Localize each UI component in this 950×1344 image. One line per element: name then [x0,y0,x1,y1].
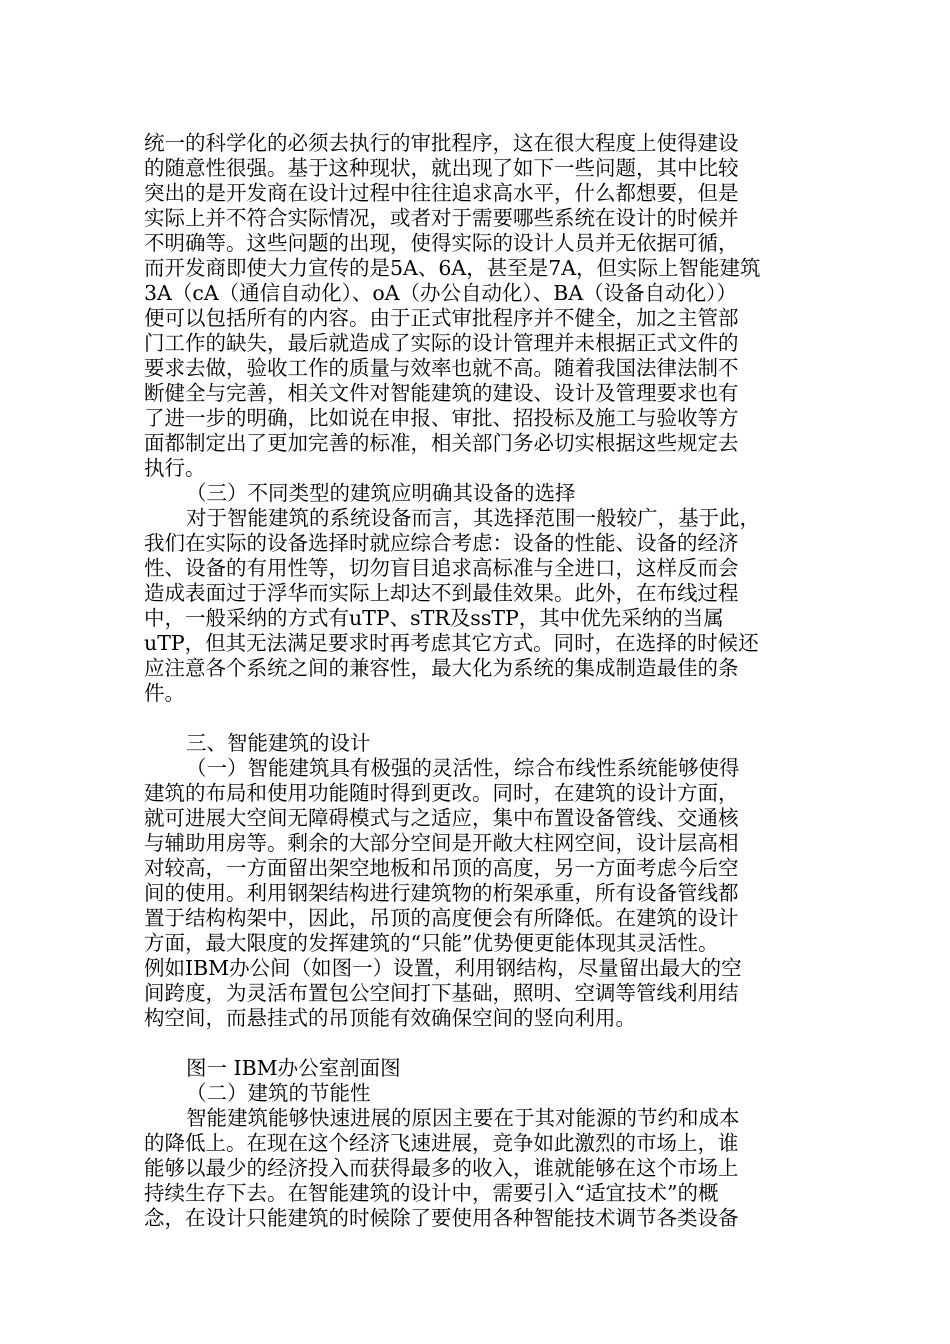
text-line: 能够以最少的经济投入而获得最多的收入，谁就能够在这个市场上 [144,1156,739,1180]
text-line: 面都制定出了更加完善的标准，相关部门务必切实根据这些规定去 [144,431,739,455]
text-line: 智能建筑能够快速进展的原因主要在于其对能源的节约和成本 [186,1106,740,1130]
text-line: 了进一步的明确，比如说在申报、审批、招投标及施工与验收等方 [144,406,739,430]
text-line: 门工作的缺失，最后就造成了实际的设计管理并未根据正式文件的 [144,331,739,355]
text-line: 实际上并不符合实际情况，或者对于需要哪些系统在设计的时候并 [144,206,739,230]
section-heading: （二）建筑的节能性 [186,1081,371,1105]
text-line: 3A（cA（通信自动化）、oA（办公自动化）、BA（设备自动化）） [144,281,737,305]
text-line: 对较高，一方面留出架空地板和吊顶的高度，另一方面考虑今后空 [144,856,739,880]
text-line: 置于结构构架中，因此，吊顶的高度便会有所降低。在建筑的设计 [144,906,739,930]
text-line: 断健全与完善，相关文件对智能建筑的建设、设计及管理要求也有 [144,381,739,405]
text-line: 的降低上。在现在这个经济飞速进展，竞争如此激烈的市场上，谁 [144,1131,739,1155]
text-line: 念，在设计只能建筑的时候除了要使用各种智能技术调节各类设备 [144,1206,739,1230]
text-line: 持续生存下去。在智能建筑的设计中，需要引入“适宜技术”的概 [144,1181,719,1205]
text-line: 要求去做，验收工作的质量与效率也就不高。随着我国法律法制不 [144,356,739,380]
text-line: 间的使用。利用钢架结构进行建筑物的桁架承重，所有设备管线都 [144,881,739,905]
text-line: （一）智能建筑具有极强的灵活性，综合布线性系统能够使得 [186,756,740,780]
text-line: 构空间，而悬挂式的吊顶能有效确保空间的竖向利用。 [144,1006,636,1030]
text-line: 与辅助用房等。剩余的大部分空间是开敞大柱网空间，设计层高相 [144,831,739,855]
text-line: 间跨度，为灵活布置包公空间打下基础，照明、空调等管线利用结 [144,981,739,1005]
text-line: 件。 [144,681,185,705]
text-line: 突出的是开发商在设计过程中往往追求高水平，什么都想要，但是 [144,181,739,205]
text-line: 就可进展大空间无障碍模式与之适应，集中布置设备管线、交通核 [144,806,739,830]
text-line: 便可以包括所有的内容。由于正式审批程序并不健全，加之主管部 [144,306,739,330]
text-line: 建筑的布局和使用功能随时得到更改。同时，在建筑的设计方面， [144,781,739,805]
text-line: 方面，最大限度的发挥建筑的“只能”优势便更能体现其灵活性。 [144,931,719,955]
section-heading: 三、智能建筑的设计 [186,731,371,755]
figure-caption: 图一 IBM办公室剖面图 [186,1056,401,1080]
text-line: 中，一般采纳的方式有uTP、sTR及ssTP，其中优先采纳的当属 [144,606,724,630]
text-line: 执行。 [144,456,206,480]
text-line: 性、设备的有用性等，切勿盲目追求高标准与全进口，这样反而会 [144,556,739,580]
text-line: 而开发商即使大力宣传的是5A、6A，甚至是7A，但实际上智能建筑 [144,256,761,280]
text-line: 造成表面过于浮华而实际上却达不到最佳效果。此外，在布线过程 [144,581,739,605]
text-line: 的随意性很强。基于这种现状，就出现了如下一些问题，其中比较 [144,156,739,180]
text-line: uTP，但其无法满足要求时再考虑其它方式。同时，在选择的时候还 [144,631,759,655]
text-line: 不明确等。这些问题的出现，使得实际的设计人员并无依据可循， [144,231,739,255]
section-heading: （三）不同类型的建筑应明确其设备的选择 [186,481,576,505]
text-line: 对于智能建筑的系统设备而言，其选择范围一般较广，基于此， [186,506,760,530]
text-line: 例如IBM办公间（如图一）设置，利用钢结构，尽量留出最大的空 [144,956,742,980]
text-line: 我们在实际的设备选择时就应综合考虑：设备的性能、设备的经济 [144,531,739,555]
text-line: 应注意各个系统之间的兼容性，最大化为系统的集成制造最佳的条 [144,656,739,680]
text-line: 统一的科学化的必须去执行的审批程序，这在很大程度上使得建设 [144,131,739,155]
